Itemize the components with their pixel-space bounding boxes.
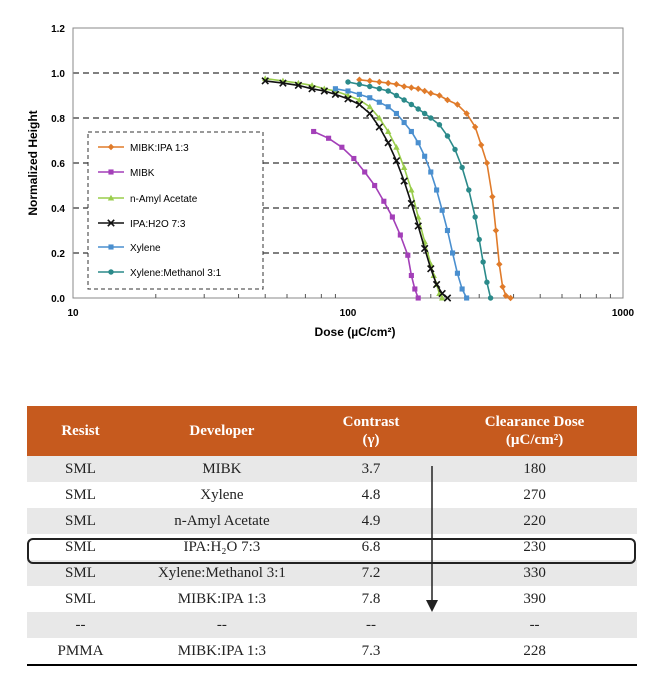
- table-cell: 4.9: [310, 508, 432, 534]
- y-tick-label: 1.2: [51, 24, 65, 35]
- table-cell: SML: [65, 538, 96, 555]
- table-cell: IPA:H₂O 7:3: [183, 538, 261, 555]
- data-point: [496, 261, 502, 267]
- data-point: [108, 269, 113, 274]
- data-point: [422, 111, 427, 116]
- data-point: [489, 194, 495, 200]
- table-cell: 7.3: [310, 638, 432, 665]
- data-point: [385, 88, 390, 93]
- data-point: [376, 124, 382, 130]
- data-point: [440, 208, 445, 213]
- data-point: [415, 86, 421, 92]
- data-point: [478, 142, 484, 148]
- table-cell: --: [432, 612, 637, 638]
- y-tick-label: 0.8: [51, 114, 65, 125]
- data-point: [493, 227, 499, 233]
- data-point: [345, 79, 350, 84]
- table-cell: SML: [27, 508, 134, 534]
- data-point: [412, 286, 417, 291]
- data-point: [339, 145, 344, 150]
- data-point: [385, 80, 391, 86]
- table-row-highlighted: [27, 534, 637, 560]
- data-point: [367, 78, 373, 84]
- table-cell: 228: [432, 638, 637, 665]
- data-point: [408, 187, 414, 193]
- y-axis-title: Normalized Height: [26, 110, 40, 216]
- series-line: [314, 132, 419, 299]
- data-point: [362, 169, 367, 174]
- data-point: [416, 295, 421, 300]
- data-point: [428, 169, 433, 174]
- series-line: [265, 79, 442, 298]
- table-cell: 270: [523, 486, 546, 503]
- y-tick-label: 1.0: [51, 69, 65, 80]
- x-tick-label: 1000: [611, 308, 635, 319]
- data-point: [377, 86, 382, 91]
- header-contrast: Contrast (γ): [310, 406, 432, 456]
- data-point: [437, 122, 442, 127]
- data-point: [326, 136, 331, 141]
- x-tick-label: 10: [67, 308, 79, 319]
- table-cell: n-Amyl Acetate: [134, 508, 310, 534]
- table-cell: 230: [523, 538, 546, 555]
- table-cell: 6.8: [361, 538, 381, 555]
- data-point: [484, 280, 489, 285]
- data-point: [472, 214, 477, 219]
- table-cell: 220: [432, 508, 637, 534]
- series-line: [265, 81, 447, 298]
- data-point: [108, 169, 113, 174]
- table-row-separator: [27, 612, 637, 638]
- table-cell: --: [27, 612, 134, 638]
- table-cell: SML: [27, 456, 134, 482]
- table-row: [27, 586, 637, 612]
- header-clearance-dose: Clearance Dose (µC/cm²): [432, 406, 637, 456]
- legend-label: IPA:H2O 7:3: [130, 219, 186, 230]
- y-tick-label: 0.4: [51, 204, 65, 215]
- data-point: [386, 104, 391, 109]
- data-point: [393, 144, 399, 150]
- data-point: [459, 165, 464, 170]
- header-developer: Developer: [134, 406, 310, 456]
- data-point: [372, 183, 377, 188]
- data-point: [409, 129, 414, 134]
- data-point: [436, 92, 442, 98]
- data-point: [466, 187, 471, 192]
- data-point: [499, 284, 505, 290]
- table-cell: Xylene:Methanol 3:1: [134, 560, 310, 586]
- data-point: [394, 93, 399, 98]
- data-point: [409, 102, 414, 107]
- table-header-row: [27, 406, 637, 456]
- data-point: [452, 147, 457, 152]
- header-resist: Resist: [27, 406, 134, 456]
- table-cell: SML: [65, 590, 96, 607]
- table-row: [27, 456, 637, 482]
- table-cell: MIBK: [134, 456, 310, 482]
- table-cell: PMMA: [27, 638, 134, 665]
- data-point: [416, 140, 421, 145]
- data-point: [408, 84, 414, 90]
- data-point: [428, 90, 434, 96]
- data-point: [393, 81, 399, 87]
- legend-box: [88, 132, 263, 289]
- x-tick-label: 100: [339, 308, 357, 319]
- x-axis-title: Dose (µC/cm²): [314, 325, 396, 339]
- data-point: [480, 259, 485, 264]
- data-point: [401, 164, 407, 170]
- data-point: [484, 160, 490, 166]
- data-point: [460, 286, 465, 291]
- data-point: [402, 120, 407, 125]
- data-point: [444, 97, 450, 103]
- data-point: [476, 237, 481, 242]
- data-point: [357, 92, 362, 97]
- data-point: [108, 244, 113, 249]
- series-layer: [262, 75, 514, 301]
- data-point: [488, 295, 493, 300]
- data-point: [367, 84, 372, 89]
- legend-label: MIBK: [130, 168, 155, 179]
- table-cell: --: [134, 612, 310, 638]
- data-point: [445, 228, 450, 233]
- data-point: [345, 88, 350, 93]
- data-point: [464, 295, 469, 300]
- data-point: [450, 250, 455, 255]
- data-point: [401, 83, 407, 89]
- data-point: [405, 253, 410, 258]
- data-point: [376, 79, 382, 85]
- data-point: [401, 97, 406, 102]
- data-point: [357, 82, 362, 87]
- data-point: [377, 100, 382, 105]
- table-cell: 4.8: [361, 486, 381, 503]
- y-tick-label: 0.2: [51, 249, 65, 260]
- table-row: [27, 560, 637, 586]
- table-cell: MIBK:IPA 1:3: [177, 590, 267, 607]
- y-tick-label: 0.6: [51, 159, 65, 170]
- data-point: [333, 86, 338, 91]
- table-cell: 180: [432, 456, 637, 482]
- table-cell: SML: [65, 486, 96, 503]
- table-row: [27, 638, 637, 665]
- table-cell: --: [310, 612, 432, 638]
- data-point: [428, 115, 433, 120]
- y-tick-label: 0.0: [51, 294, 65, 305]
- table-cell: MIBK:IPA 1:3: [134, 638, 310, 665]
- data-point: [422, 154, 427, 159]
- data-point: [455, 271, 460, 276]
- table-cell: 330: [432, 560, 637, 586]
- data-point: [394, 111, 399, 116]
- legend-label: Xylene:Methanol 3:1: [130, 268, 222, 279]
- table-cell: 390: [523, 590, 546, 607]
- data-point: [434, 187, 439, 192]
- data-point: [421, 88, 427, 94]
- data-point: [367, 110, 373, 116]
- data-point: [381, 199, 386, 204]
- data-point: [398, 232, 403, 237]
- legend: [88, 132, 263, 289]
- table-cell: 7.2: [310, 560, 432, 586]
- data-point: [390, 214, 395, 219]
- legend-label: Xylene: [130, 243, 161, 254]
- data-point: [367, 95, 372, 100]
- data-point: [311, 129, 316, 134]
- series-mibk: [311, 129, 421, 301]
- data-point: [445, 133, 450, 138]
- table-row: [27, 508, 637, 534]
- data-point: [409, 273, 414, 278]
- data-point: [415, 106, 420, 111]
- table-cell: Xylene: [200, 486, 244, 503]
- resist-developer-table: [27, 406, 637, 666]
- series-line: [335, 89, 466, 298]
- table-row: [27, 482, 637, 508]
- legend-label: n-Amyl Acetate: [130, 194, 198, 205]
- table-cell: 7.8: [361, 590, 381, 607]
- legend-label: MIBK:IPA 1:3: [130, 143, 189, 154]
- data-point: [385, 140, 391, 146]
- data-point: [351, 156, 356, 161]
- table-cell: 3.7: [310, 456, 432, 482]
- table-cell: SML: [27, 560, 134, 586]
